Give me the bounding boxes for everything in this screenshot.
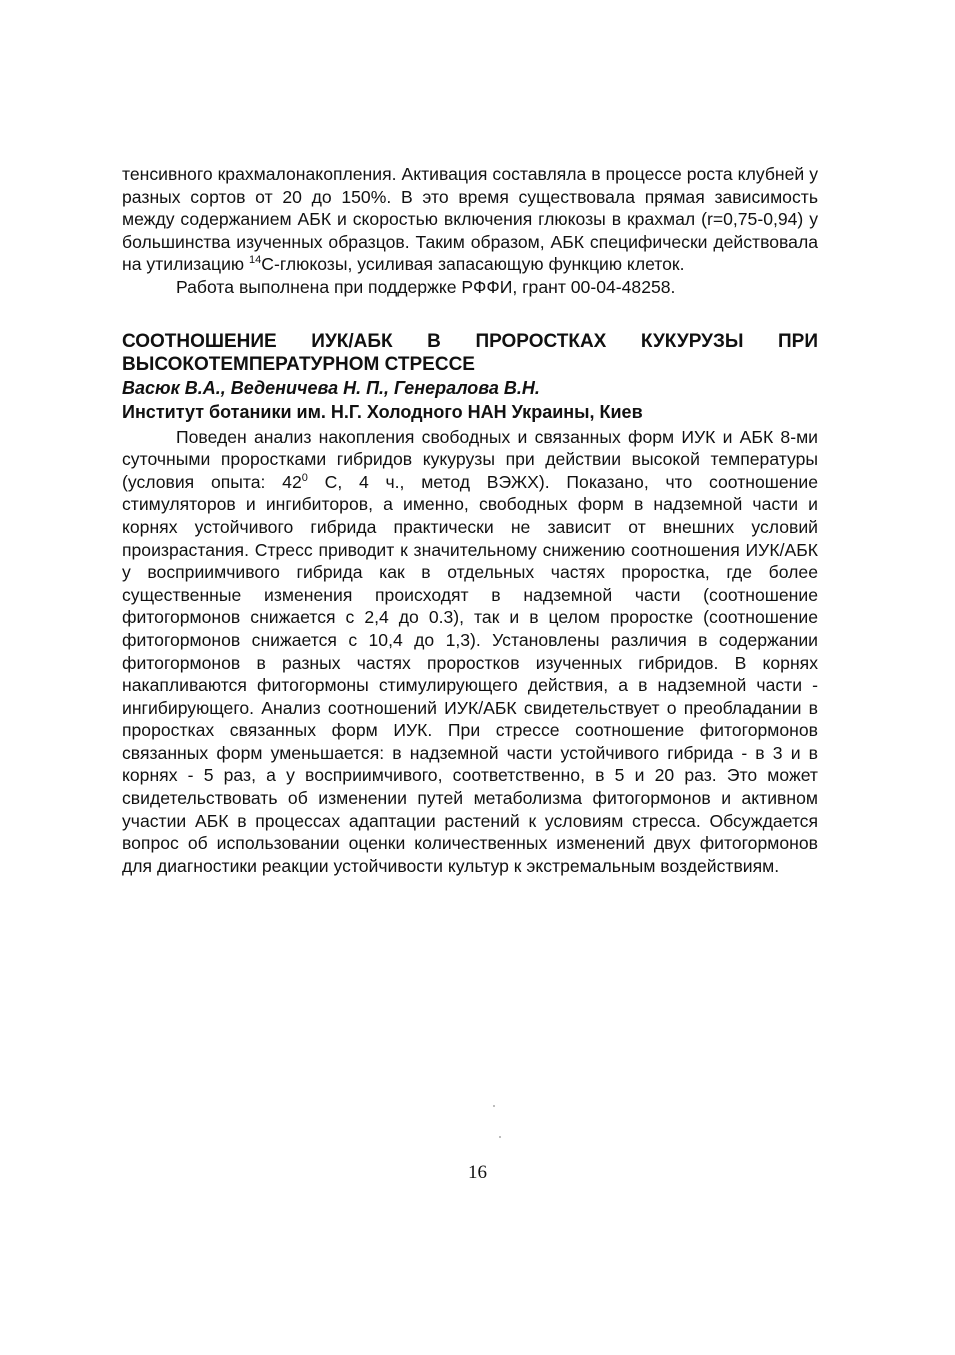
page-body [122,163,818,877]
abstract-text-b: С, 4 ч., метод ВЭЖХ). Показано, что соотношение стимуляторов и ингибиторов, а именно, свободных форм в надземной части и корнях устойчивого гибрида практически не зависит от внешних условий произрастания. Стресс приводит к значительному снижению соотношения ИУК/АБК у восприимчивого гибрида как в отдельных частях проростка, где более существенные изменения происходят в надземной части (соотношение фитогормонов снижается с 2,4 до 0.3), так и в целом проростке (соотношение фитогормонов снижается с 10,4 до 1,3). Установлены различия в содержании фитогормонов в разных частях проростков изученных гибридов. В корнях накапливаются фитогормоны стимулирующего действия, а в надземной части - ингибирующего. Анализ соотношений ИУК/АБК свидетельствует о преобладании в проростках связанных форм ИУК. При стрессе соотношение фитогормонов связанных форм уменьшается: в надземной части устойчивого гибрида - в 3 и в корнях - 5 раз, а у восприимчивого, соответственно, в 5 и 20 раз. Это может свидетельствовать об изменении путей метаболизма фитогормонов и активном участии АБК в процессах адаптации растений к условиям стресса. Обсуждается вопрос об использовании оценки количественных изменений двух фитогормонов для диагностики реакции устойчивости культур к экстремальным воздействиям. [122,471,818,876]
continuation-paragraph [122,163,818,276]
article-authors: Васюк В.А., Веденичева Н. П., Генералова В.Н. [122,377,540,398]
page-number: 16 [468,1162,487,1183]
abstract-text-a: Поведен анализ накопления свободных и связанных форм ИУК и АБК 8-ми суточными проростками гибридов кукурузы при действии высокой температуры (условия опыта: 42 [122,426,818,492]
continuation-text-b: С-глюкозы, усиливая запасающую функцию клеток. [261,254,685,275]
acknowledgement: Работа выполнена при поддержке РФФИ, грант 00-04-48258. [176,276,676,297]
continuation-text-a: тенсивного крахмалонакопления. Активация составляла в процессе роста клубней у разных сортов от 20 до 150%. В это время существовала прямая зависимость между содержанием АБК и скоростью включения глюкозы в крахмал (r=0,75-0,94) у большинства изученных образцов. Таким образом, АБК специфически действовала на утилизацию [122,164,818,275]
article-institute: Институт ботаники им. Н.Г. Холодного НАН Украины, Киев [122,401,643,422]
degree-superscript: 0 [301,471,308,484]
scan-speck [493,1105,495,1107]
article-abstract [122,426,818,878]
article-title: СООТНОШЕНИЕ ИУК/АБК В ПРОРОСТКАХ КУКУРУЗЫ ПРИ ВЫСОКОТЕМПЕРАТУРНОМ СТРЕССЕ [122,330,818,375]
isotope-superscript: 14 [249,254,262,267]
scan-speck [499,1136,501,1138]
